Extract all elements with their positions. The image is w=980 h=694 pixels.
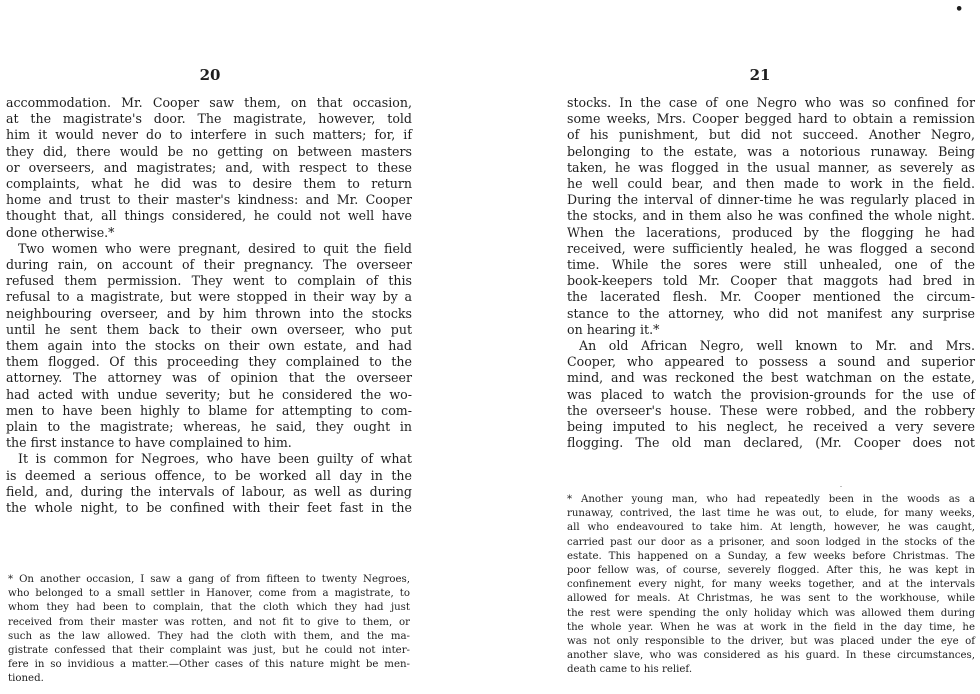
text-line: received, were sufficiently healed, he was flogged a second [567,240,975,256]
footnote-line: who belonged to a small settler in Hanover, come from a magistrate, to [8,588,410,600]
text-line: When the lacerations, produced by the flogging he had [567,224,975,240]
footnote-line: * On another occasion, I saw a gang of from fifteen to twenty Negroes, [8,574,410,585]
text-line: was placed to watch the provision-grounds for the use of [567,386,975,402]
footnote [8,573,410,687]
text-line: refusal to a magistrate, but were stopped in their way by a [6,289,412,305]
text-line: taken, he was flogged in the usual manner, as severely as [567,159,975,175]
footnote-line: tioned. [8,673,44,685]
text-line: the overseer's house. These were robbed, and the robbery [567,402,975,418]
footnote-rule [840,486,842,487]
text-line: during rain, on account of their pregnancy. The overseer [6,257,412,273]
footnote-line: confinement every night, for many weeks together, and at the intervals [567,579,975,591]
footnote-line: such as the law allowed. They had the cloth with them, and the ma- [8,630,410,642]
text-line: mind, and was reckoned the best watchman on the estate, [567,370,975,386]
text-line: some weeks, Mrs. Cooper begged hard to obtain a remission [567,111,975,127]
text-line: It is common for Negroes, who have been guilty of what [18,451,412,467]
text-line: accommodation. Mr. Cooper saw them, on that occasion, [6,95,412,110]
text-line: home and trust to their master's kindness: and Mr. Cooper [6,192,412,208]
right-page [540,0,980,694]
footnote-line: * Another young man, who had repeatedly been in the woods as a [567,494,975,505]
text-line: them flogged. Of this proceeding they complained to the [6,354,412,370]
page-number: 21 [749,66,771,84]
footnote-line: poor fellow was, of course, severely flogged. After this, he was kept in [567,565,975,577]
text-line: flogging. The old man declared, (Mr. Cooper does not [567,435,975,451]
text-line: them again into the stocks on their own estate, and had [6,338,412,354]
text-line: the first instance to have complained to him. [6,435,292,451]
text-line: Cooper, who appeared to possess a sound and superior [567,354,975,370]
footnote-line: allowed for meals. At Christmas, he was sent to the workhouse, while [567,593,975,605]
text-line: he well could bear, and then made to work in the field. [567,176,975,192]
text-line: had acted with undue severity; but he considered the wo- [6,386,412,402]
text-line: During the interval of dinner-time he was regularly placed in [567,192,975,208]
footnote-line: all who endeavoured to take him. At length, however, he was caught, [567,522,975,534]
text-line: men to have been highly to blame for attempting to com- [6,402,412,418]
footnote-line: whom they had been to complain, that the cloth which they had just [8,602,410,614]
footnote-line: fere in so invidious a matter.—Other cases of this nature might be men- [8,659,410,671]
text-line: they did, there would be no getting on between masters [6,143,412,159]
footnote-line: the rest were spending the only holiday which was allowed them during [567,607,975,619]
body-text [6,95,412,516]
text-line: refused them permission. They went to complain of this [6,273,412,289]
footnote-line: carried past our door as a prisoner, and soon lodged in the stocks of the [567,536,975,548]
text-line: plain to the magistrate; whereas, he said, they ought in [6,419,412,435]
text-line: neighbouring overseer, and by him thrown into the stocks [6,305,412,321]
page-number: 20 [199,66,221,84]
text-line: the stocks, and in them also he was confined the whole night. [567,208,975,224]
footnote-line: estate. This happened on a Sunday, a few weeks before Christmas. The [567,550,975,562]
text-line: book-keepers told Mr. Cooper that maggots had bred in [567,273,975,289]
text-line: done otherwise.* [6,224,115,240]
text-line: the whole night, to be confined with their feet fast in the [6,500,412,516]
left-page [0,0,420,694]
text-line: time. While the sores were still unhealed, one of the [567,257,975,273]
text-line: attorney. The attorney was of opinion that the overseer [6,370,412,386]
footnote-line: another slave, who was considered as his guard. In these circumstances, [567,650,975,662]
footnote-line: death came to his relief. [567,664,693,676]
text-line: is deemed a serious offence, to be worked all day in the [6,467,412,483]
footnote-line: the whole year. When he was at work in the field in the day time, he [567,621,975,633]
text-line: him it would never do to interfere in such matters; for, if [6,127,412,143]
text-line: until he sent them back to their own overseer, who put [6,321,412,337]
text-line: the lacerated flesh. Mr. Cooper mentioned the circum- [567,289,975,305]
text-line: An old African Negro, well known to Mr. and Mrs. [579,338,975,354]
text-line: field, and, during the intervals of labour, as well as during [6,483,412,499]
stray-mark: • [955,2,964,17]
text-line: being imputed to his neglect, he received a very severe [567,419,975,435]
text-line: belonging to the estate, was a notorious runaway. Being [567,143,975,159]
text-line: of his punishment, but did not succeed. Another Negro, [567,127,975,143]
text-line: or overseers, and magistrates; and, with respect to these [6,159,412,175]
footnote [567,493,975,678]
text-line: on hearing it.* [567,321,660,337]
text-line: Two women who were pregnant, desired to quit the field [18,240,412,256]
footnote-line: was not only responsible to the driver, but was placed under the eye of [567,636,975,648]
footnote-line: runaway, contrived, the last time he was out, to elude, for many weeks, [567,508,975,520]
text-line: complaints, what he did was to desire them to return [6,176,412,192]
footnote-line: received from their master was rotten, and not fit to give to them, or [8,616,410,628]
footnote-line: gistrate confessed that their complaint was just, but he could not inter- [8,645,410,657]
body-text [567,95,975,451]
text-line: thought that, all things considered, he could not well have [6,208,412,224]
text-line: stocks. In the case of one Negro who was so confined for [567,95,975,110]
text-line: at the magistrate's door. The magistrate, however, told [6,111,412,127]
text-line: stance to the attorney, who did not manifest any surprise [567,305,975,321]
